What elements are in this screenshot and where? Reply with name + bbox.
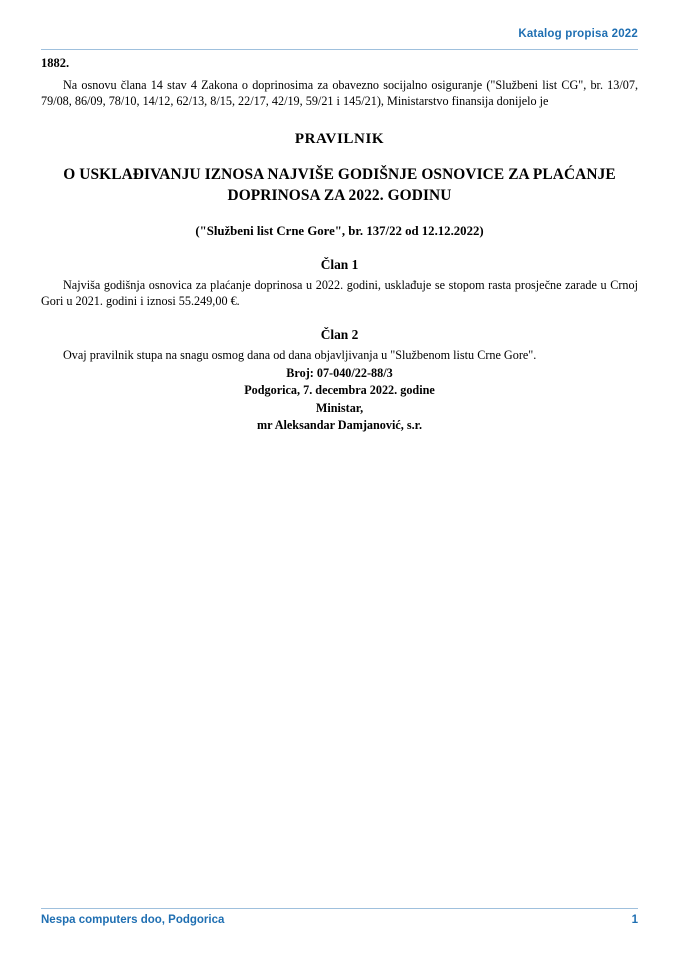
document-content <box>41 56 638 434</box>
document-number: 1882. <box>41 56 70 70</box>
article-heading-2: Član 2 <box>320 327 359 343</box>
signature-block <box>41 365 638 434</box>
article-text-2: Ovaj pravilnik stupa na snagu osmog dana od dana objavljivanja u "Službenom listu Crne Gore". <box>63 348 537 363</box>
article-heading-1: Član 1 <box>320 256 359 272</box>
footer-page-number: 1 <box>631 914 638 926</box>
signature-line-role: Ministar, <box>315 400 364 415</box>
signature-line-place-date: Podgorica, 7. decembra 2022. godine <box>244 383 435 398</box>
footer-publisher: Nespa computers doo, Podgorica <box>41 914 225 926</box>
document-title-main: PRAVILNIK <box>294 131 385 148</box>
document-source-reference: ("Službeni list Crne Gore", br. 137/22 od 12.12.2022) <box>195 223 484 238</box>
intro-paragraph: Na osnovu člana 14 stav 4 Zakona o doprinosima za obavezno socijalno osiguranje ("Službeni list CG", br. 13/07, 79/08, 86/09, 78/10, 14/12, 62/13, 8/15, 22/17, 42/19, 59/21 i 145/21), Ministarstvo finansija donijelo je <box>41 78 638 109</box>
header-title: Katalog propisa 2022 <box>518 28 638 40</box>
page-header <box>41 28 638 50</box>
document-title-sub: O USKLAĐIVANJU IZNOSA NAJVIŠE GODIŠNJE OSNOVICE ZA PLAĆANJE DOPRINOSA ZA 2022. GODINU <box>63 166 616 204</box>
signature-line-name: mr Aleksandar Damjanović, s.r. <box>257 418 422 433</box>
footer-row <box>41 914 638 926</box>
signature-line-number: Broj: 07-040/22-88/3 <box>286 366 393 381</box>
header-divider <box>41 49 638 50</box>
footer-divider <box>41 908 638 909</box>
article-text-1: Najviša godišnja osnovica za plaćanje doprinosa u 2022. godini, usklađuje se stopom rasta prosječne zarade u Crnoj Gori u 2021. godini i iznosi 55.249,00 €. <box>41 277 638 308</box>
page-footer <box>41 908 638 932</box>
